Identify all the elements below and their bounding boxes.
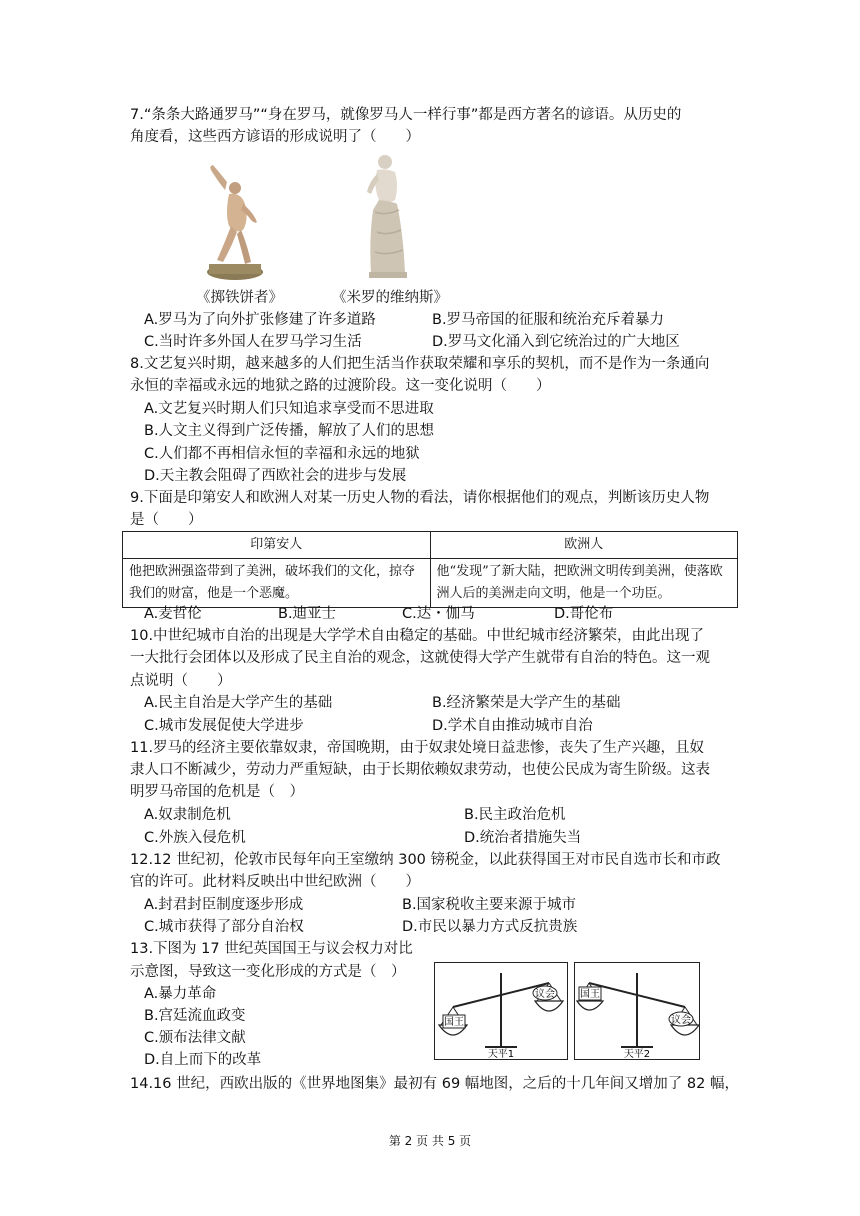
table-header-indians: 印第安人 xyxy=(123,532,431,559)
diagram2-parliament-label: 议会 xyxy=(671,1015,691,1026)
q7-option-a: A.罗马为了向外扩张修建了许多道路 xyxy=(144,312,376,328)
q9-stem-line1: 9.下面是印第安人和欧洲人对某一历史人物的看法，请你根据他们的观点，判断该历史人物 xyxy=(130,490,710,506)
q12-stem-line1: 12.12 世纪初，伦敦市民每年向王室缴纳 300 镑税金，以此获得国王对市民自选市长和市政 xyxy=(130,852,721,868)
q8-option-a: A.文艺复兴时期人们只知追求享受而不思进取 xyxy=(144,401,434,417)
q9-stem-line2: 是（ ） xyxy=(130,512,203,528)
q7-stem-line1: 7.“条条大路通罗马”“身在罗马，就像罗马人一样行事”都是西方著名的谚语。从历史的 xyxy=(130,107,682,123)
q8-option-d: D.天主教会阻碍了西欧社会的进步与发展 xyxy=(144,468,407,484)
q13-stem-line2: 示意图，导致这一变化形成的方式是（ ） xyxy=(130,964,406,980)
q7-option-d: D.罗马文化涌入到它统治过的广大地区 xyxy=(432,334,680,350)
q13-option-a: A.暴力革命 xyxy=(144,986,217,1002)
q10-stem-line3: 点说明（ ） xyxy=(130,673,232,689)
q10-option-d: D.学术自由推动城市自治 xyxy=(432,718,593,734)
discus-thrower-image xyxy=(195,160,275,282)
q12-option-a: A.封君封臣制度逐步形成 xyxy=(144,897,304,913)
diagram2-title: 天平2 xyxy=(623,1049,651,1059)
q10-stem-line2: 一大批行会团体以及形成了民主自治的观念，这就使得大学产生就带有自治的特色。这一观 xyxy=(130,650,710,666)
diagram1-king-label: 国王 xyxy=(444,1017,464,1028)
venus-caption: 《米罗的维纳斯》 xyxy=(332,290,448,306)
q13-stem-line1: 13.下图为 17 世纪英国国王与议会权力对比 xyxy=(130,941,413,957)
discus-thrower-caption: 《掷铁饼者》 xyxy=(196,290,283,306)
q11-stem-line2: 隶人口不断减少，劳动力严重短缺，由于长期依赖奴隶劳动，也使公民成为寄生阶级。这表 xyxy=(130,762,710,778)
diagram1-title: 天平1 xyxy=(487,1049,515,1059)
q7-option-b: B.罗马帝国的征服和统治充斥着暴力 xyxy=(432,312,665,328)
q7-option-c: C.当时许多外国人在罗马学习生活 xyxy=(144,334,362,350)
q10-option-a: A.民主自治是大学产生的基础 xyxy=(144,695,333,711)
diagram2-king-label: 国王 xyxy=(580,989,600,1000)
q12-option-b: B.国家税收主要来源于城市 xyxy=(402,897,577,913)
balance-diagram-1 xyxy=(434,962,568,1060)
diagram1-parliament-label: 议会 xyxy=(535,989,555,1000)
q13-option-d: D.自上而下的改革 xyxy=(144,1052,262,1068)
q14-stem-line1: 14.16 世纪，西欧出版的《世界地图集》最初有 69 幅地图，之后的十几年间又增加了 82 幅， xyxy=(130,1076,739,1092)
table-cell-indians-view: 他把欧洲强盗带到了美洲，破坏我们的文化，掠夺我们的财富，他是一个恶魔。 xyxy=(123,559,431,608)
q10-stem-line1: 10.中世纪城市自治的出现是大学学术自由稳定的基础。中世纪城市经济繁荣，由此出现了 xyxy=(130,628,705,644)
q11-option-d: D.统治者措施失当 xyxy=(464,830,582,846)
q11-option-b: B.民主政治危机 xyxy=(464,807,566,823)
q10-option-c: C.城市发展促使大学进步 xyxy=(144,718,304,734)
q11-option-c: C.外族入侵危机 xyxy=(144,830,246,846)
q13-option-c: C.颁布法律文献 xyxy=(144,1030,246,1046)
q8-option-c: C.人们都不再相信永恒的幸福和永远的地狱 xyxy=(144,446,420,462)
q12-stem-line2: 官的许可。此材料反映出中世纪欧洲（ ） xyxy=(130,874,420,890)
page-footer: 第 2 页 共 5 页 xyxy=(388,1134,472,1148)
q10-option-b: B.经济繁荣是大学产生的基础 xyxy=(432,695,621,711)
q13-option-b: B.宫廷流血政变 xyxy=(144,1008,246,1024)
balance-diagram-2 xyxy=(574,962,700,1060)
q9-opinion-table xyxy=(122,531,738,608)
q11-stem-line3: 明罗马帝国的危机是（ ） xyxy=(130,784,304,800)
table-header-europeans: 欧洲人 xyxy=(430,532,738,559)
q9-option-a: A.麦哲伦 xyxy=(144,606,202,622)
q8-stem-line2: 永恒的幸福或永远的地狱之路的过渡阶段。这一变化说明（ ） xyxy=(130,378,551,394)
q9-option-d: D.哥伦布 xyxy=(554,606,614,622)
q12-option-c: C.城市获得了部分自治权 xyxy=(144,919,304,935)
venus-de-milo-image xyxy=(355,152,417,282)
q11-option-a: A.奴隶制危机 xyxy=(144,807,231,823)
q7-stem-line2: 角度看，这些西方谚语的形成说明了（ ） xyxy=(130,129,420,145)
q9-option-c: C.达・伽马 xyxy=(402,606,475,622)
q11-stem-line1: 11.罗马的经济主要依靠奴隶，帝国晚期，由于奴隶处境日益悲惨，丧失了生产兴趣，且奴 xyxy=(130,740,705,756)
table-cell-europeans-view: 他“发现”了新大陆，把欧洲文明传到美洲，使落欧洲人后的美洲走向文明，他是一个功臣。 xyxy=(430,559,738,608)
q8-stem-line1: 8.文艺复兴时期，越来越多的人们把生活当作获取荣耀和享乐的契机，而不是作为一条通向 xyxy=(130,356,710,372)
q8-option-b: B.人文主义得到广泛传播，解放了人们的思想 xyxy=(144,423,435,439)
q12-option-d: D.市民以暴力方式反抗贵族 xyxy=(402,919,578,935)
q9-option-b: B.迪亚士 xyxy=(278,606,337,622)
